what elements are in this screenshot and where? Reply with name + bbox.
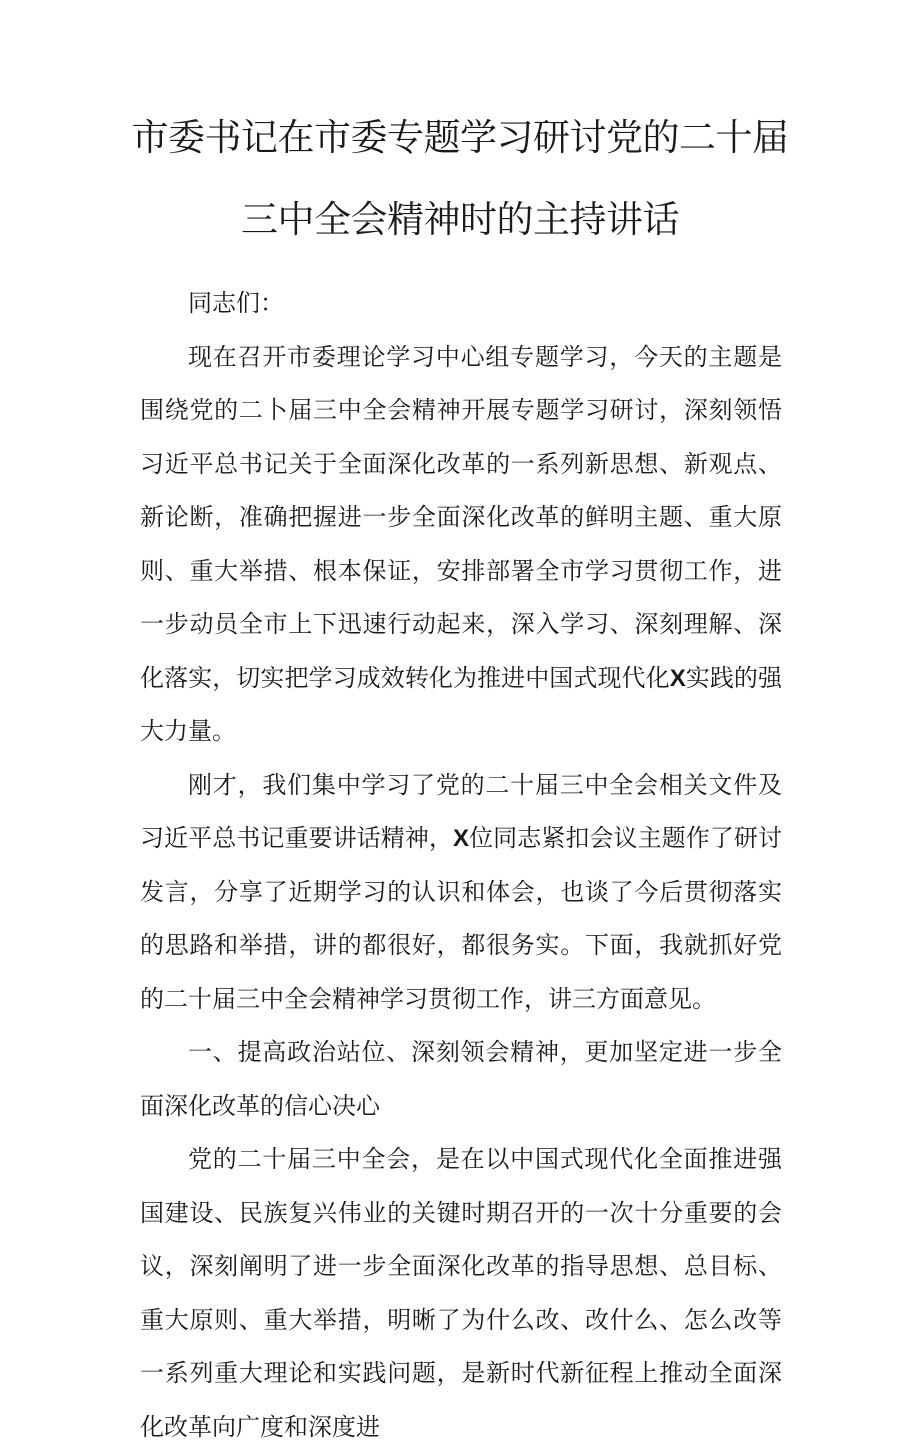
placeholder-x: X	[453, 825, 470, 852]
paragraph-section-1: 党的二十届三中全会，是在以中国式现代化全面推进强国建设、民族复兴伟业的关键时期召开的一次十分重要的会议，深刻阐明了进一步全面深化改革的指导思想、总目标、重大原则、重大举措，明晰了为什么改、改什么、怎么改等一系列重大理论和实践问题，是新时代新征程上推动全面深化改革向广度和深度进	[140, 1145, 782, 1441]
paragraph-review-text: 刚才，我们集中学习了党的二十届三中全会相关文件及习近平总书记重要讲话精神，	[140, 770, 782, 852]
document-title-line-1: 市委书记在市委专题学习研讨党的二十届	[131, 116, 789, 159]
salutation: 同志们：	[188, 289, 284, 317]
document-title-line-2: 三中全会精神时的主持讲话	[241, 198, 679, 241]
document-body	[140, 277, 782, 1454]
placeholder-x: X	[669, 664, 686, 692]
paragraph-review	[140, 759, 782, 1027]
section-heading-1: 一、提高政治站位、深刻领会精神，更加坚定进一步全面深化改革的信心决心	[140, 1038, 782, 1120]
paragraph-opening-text: 现在召开市委理论学习中心组专题学习，今天的主题是围绕党的二卜届三中全会精神开展专题学习研讨，深刻领悟习近平总书记关于全面深化改革的一系列新思想、新观点、新论断，准确把握进一步全面深化改革的鲜明主题、重大原则、重大举措、根本保证，安排部署全市学习贯彻工作，进一步动员全市上下迅速行动起来，深入学习、深刻理解、深化落实，切实把学习成效转化为推进中国式现代化	[140, 342, 782, 692]
paragraph-review-tail: 位同志紧扣会议主题作了研讨发言，分享了近期学习的认识和体会，也谈了今后贯彻落实的思路和举措，讲的都很好，都很务实。下面，我就抓好党的二十届三中全会精神学习贯彻工作，讲三方面意见。	[140, 824, 783, 1013]
paragraph-opening	[140, 331, 782, 759]
paragraph-opening-tail: 实践的强大力量。	[140, 663, 783, 745]
